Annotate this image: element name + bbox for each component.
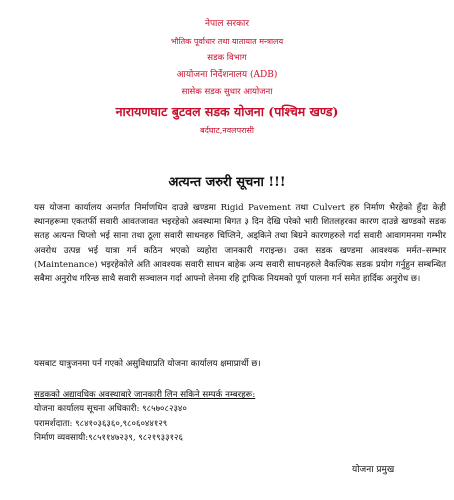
department-name: सडक विभाग: [207, 53, 247, 63]
signature-block: योजना प्रमुख: [352, 465, 395, 475]
directorate-name: आयोजना निर्देशनालय (ADB): [176, 70, 278, 80]
contact-row: निर्माण व्यवसायी:९८५११४७२३९, ९८२१९३३१२६: [34, 432, 183, 443]
apology-text: यसबाट यात्रुजनमा पर्न गएको असुविधाप्रति योजना कार्यालय क्षमाप्रार्थी छ।: [34, 359, 261, 369]
contact-section: [34, 388, 446, 445]
notice-title: अत्यन्त जरुरी सूचना !!!: [168, 175, 286, 190]
road-project-name: नारायणघाट बुटवल सडक योजना (पश्चिम खण्ड): [115, 104, 339, 119]
notice-body: यस योजना कार्यालय अन्तर्गत निर्माणधिन दाउन्ने खण्डमा Rigid Pavement तथा Culvert हरु निर्माण भैरहेको हुँदा केही स्थानहरूमा एकतर्फी सवारी आवतजावत भइरहेको अवस्थामा बिगत ३ दिन देखि परेको भारी शितलहरका कारण दाउन्ने खण्डको सडक सतह अत्यन्त चिप्लो भई साना तथा ठूला सवारी साधनहरु चिप्लिने, अड्किने तथा बिग्रने कारणहरुले गर्दा सवारी आवागमनमा गम्भीर अवरोध उत्पन्न भई यात्रा गर्न कठिन भएको व्यहोरा जानकारी गराइन्छ। उक्त सडक खण्डमा आवश्यक मर्मत–सम्भार (Maintenance) भइरहेकोले अति आवश्यक सवारी साधन बाहेक अन्य सवारी साधनहरुले वैकल्पिक सडक प्रयोग गर्नुहुन सम्बन्धित सबैमा अनुरोध गरिन्छ साथै सवारी सञ्चालन गर्दा आफ्नो लेनमा रहि ट्राफिक नियमको पूर्ण पालना गर्न समेत हार्दिक अनुरोध छ।: [34, 203, 446, 285]
contact-row: परामर्शदाता: ९८४१०३६३६०,९८०६०४४१२९: [34, 418, 168, 429]
letterhead: [0, 16, 454, 138]
office-location: बर्दघाट,नवलपरासी: [200, 126, 254, 135]
government-name: नेपाल सरकार: [204, 19, 250, 29]
project-name: सासेक सडक सुधार आयोजना: [181, 87, 273, 97]
contact-heading: सडकको अद्यावधिक अवस्थाबारे जानकारी लिन सकिने सम्पर्क नम्बरहरू:: [34, 390, 256, 400]
ministry-name: भौतिक पूर्वाधार तथा यातायात मन्त्रालय: [170, 37, 284, 46]
contact-row: योजना कार्यालय सूचना अधिकारी: ९८५७०८२३४०: [34, 404, 187, 415]
